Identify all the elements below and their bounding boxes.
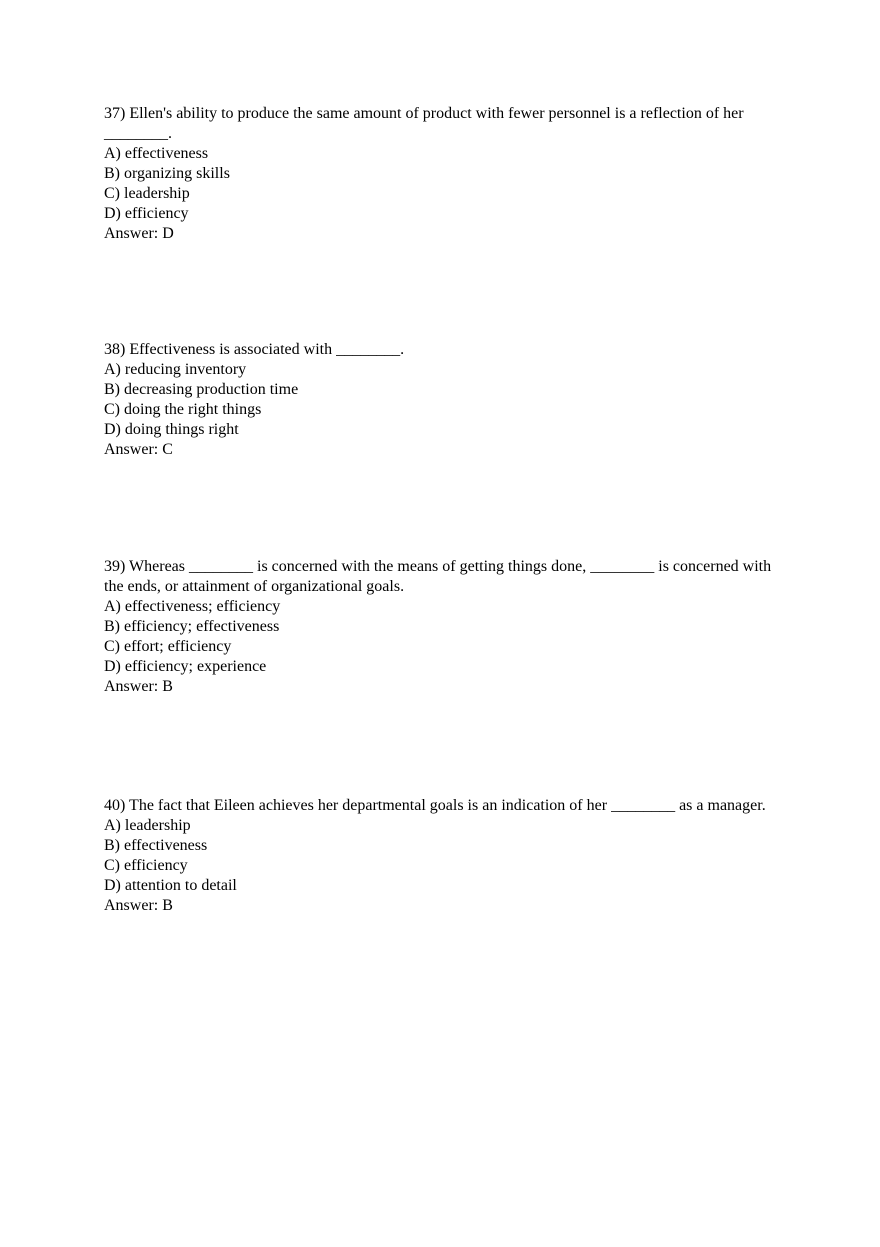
option-d: D) efficiency; experience <box>104 658 267 675</box>
question-stem: 38) Effectiveness is associated with ________. <box>104 341 405 358</box>
option-d: D) attention to detail <box>104 877 237 894</box>
option-c: C) doing the right things <box>104 401 262 418</box>
answer-line <box>104 440 784 460</box>
answer-label: Answer: <box>104 678 159 695</box>
question-stem: 39) Whereas ________ is concerned with the means of getting things done, ________ is concerned with the ends, or attainment of organizational goals. <box>104 558 772 595</box>
question-stem: 37) Ellen's ability to produce the same amount of product with fewer personnel is a reflection of her ________. <box>104 105 744 142</box>
option-a: A) reducing inventory <box>104 361 247 378</box>
option-b: B) effectiveness <box>104 837 208 854</box>
option-b: B) organizing skills <box>104 165 230 182</box>
option-d: D) doing things right <box>104 421 239 438</box>
answer-value: B <box>162 897 173 914</box>
answer-value: D <box>162 225 174 242</box>
option-c: C) leadership <box>104 185 190 202</box>
option-c: C) efficiency <box>104 857 188 874</box>
question-39 <box>104 557 784 697</box>
option-a: A) effectiveness; efficiency <box>104 598 281 615</box>
answer-label: Answer: <box>104 441 159 458</box>
option-a: A) leadership <box>104 817 191 834</box>
answer-line <box>104 224 784 244</box>
option-b: B) decreasing production time <box>104 381 299 398</box>
question-38 <box>104 340 784 460</box>
question-stem: 40) The fact that Eileen achieves her departmental goals is an indication of her ________ as a manager. <box>104 797 766 814</box>
option-c: C) effort; efficiency <box>104 638 232 655</box>
answer-line <box>104 896 784 916</box>
answer-value: B <box>162 678 173 695</box>
question-40 <box>104 796 784 916</box>
option-a: A) effectiveness <box>104 145 209 162</box>
answer-line <box>104 677 784 697</box>
answer-value: C <box>162 441 173 458</box>
option-d: D) efficiency <box>104 205 189 222</box>
answer-label: Answer: <box>104 225 159 242</box>
question-37 <box>104 104 784 244</box>
answer-label: Answer: <box>104 897 159 914</box>
option-b: B) efficiency; effectiveness <box>104 618 280 635</box>
